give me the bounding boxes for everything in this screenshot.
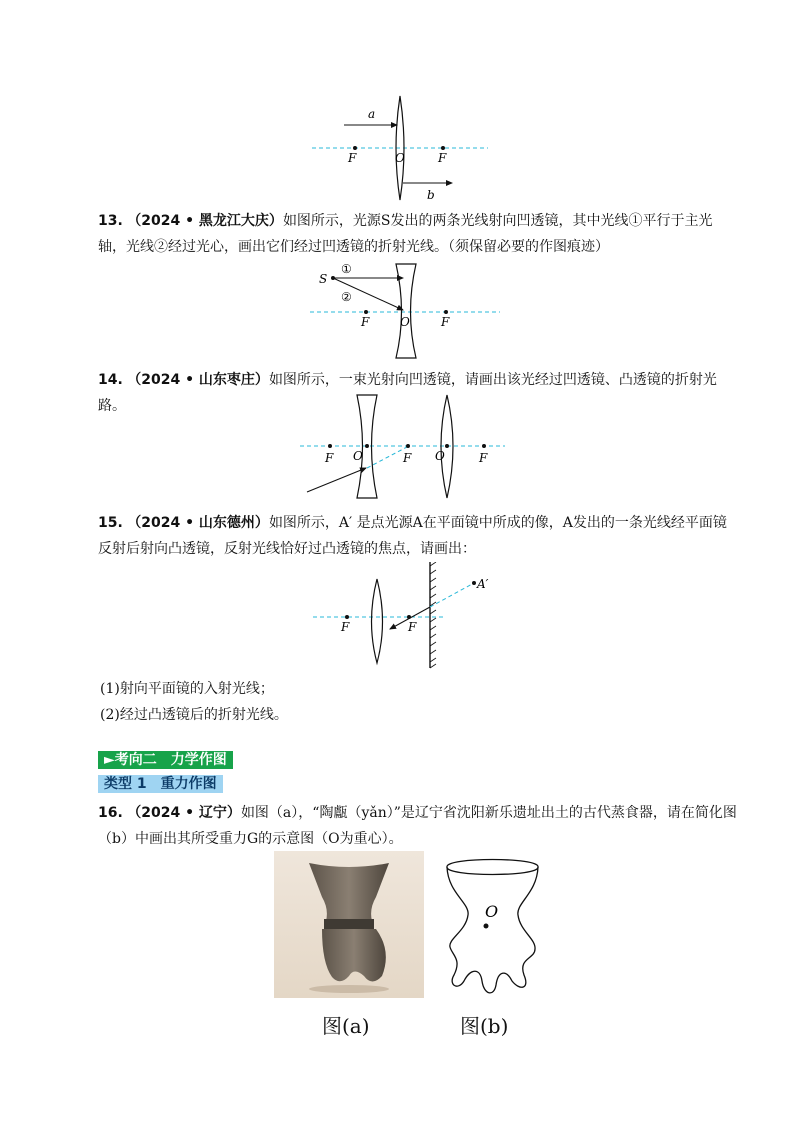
question-number: 14. — [98, 372, 123, 388]
focus-left-point — [353, 146, 357, 150]
focus-right-point — [441, 146, 445, 150]
figure-q14-lenses — [295, 390, 510, 502]
incident-ray — [307, 468, 366, 492]
label-A-prime: A′ — [477, 577, 489, 591]
outline-vessel-diagram — [440, 855, 545, 1000]
label-b: b — [427, 188, 435, 202]
label-F-right: F — [438, 151, 447, 165]
focus-2-point — [406, 444, 410, 448]
section-direction-heading: ►考向二 力学作图 — [98, 751, 233, 769]
question-16 — [98, 800, 738, 852]
q15-item-1: (1)射向平面镜的入射光线； — [100, 681, 274, 697]
label-O: O — [400, 315, 410, 329]
mirror-hatching — [430, 562, 436, 668]
label-O: O — [395, 151, 405, 165]
focus-left-point — [364, 310, 368, 314]
figure-q15-mirror-lens — [305, 562, 505, 672]
question-13 — [98, 208, 738, 260]
figure-q13-concave-lens — [305, 258, 505, 364]
center-O2-point — [445, 444, 449, 448]
question-15 — [98, 510, 738, 562]
image-A-prime-point — [472, 581, 476, 585]
question-text: 如图所示，一束光射向凹透镜，请画出该光经过凹透镜、凸透镜的折射光路。 — [98, 372, 717, 414]
label-O: O — [353, 449, 363, 463]
question-number: 16. — [98, 805, 123, 821]
focus-left-point — [345, 615, 349, 619]
label-F3: F — [479, 451, 488, 465]
label-F-right: F — [441, 315, 450, 329]
center-of-gravity-point — [484, 924, 489, 929]
label-ray2: ② — [341, 290, 352, 304]
label-F2: F — [403, 451, 412, 465]
label-F-left: F — [341, 620, 350, 634]
focus-1-point — [328, 444, 332, 448]
focus-right-point — [407, 615, 411, 619]
question-source: （2024 • 山东枣庄） — [127, 372, 269, 388]
section-type-heading: 类型 1 重力作图 — [98, 775, 223, 793]
caption-b: 图(b) — [460, 1014, 509, 1038]
question-number: 15. — [98, 515, 123, 531]
question-text: 如图（a），“陶甗（yǎn）”是辽宁省沈阳新乐遗址出土的古代蒸食器，请在简化图（b）中画出其所受重力G的示意图（O为重心）。 — [98, 805, 737, 847]
question-text: 如图所示，光源S发出的两条光线射向凹透镜，其中光线①平行于主光轴，光线②经过光心，画出它们经过凹透镜的折射光线。（须保留必要的作图痕迹） — [98, 213, 713, 255]
label-F-right: F — [408, 620, 417, 634]
label-F1: F — [325, 451, 334, 465]
question-source: （2024 • 山东德州） — [127, 515, 269, 531]
question-source: （2024 • 辽宁） — [127, 805, 241, 821]
convex-lens — [372, 579, 383, 663]
label-O2: O — [435, 449, 445, 463]
label-F-left: F — [348, 151, 357, 165]
center-O-point — [365, 444, 369, 448]
image-extension-line — [430, 583, 474, 607]
question-text: 如图所示，A′ 是点光源A在平面镜中所成的像，A发出的一条光线经平面镜反射后射向凸透镜，反射光线恰好过凸透镜的焦点，请画出： — [98, 515, 727, 557]
focus-right-point — [444, 310, 448, 314]
question-number: 13. — [98, 213, 123, 229]
label-a: a — [368, 107, 376, 121]
label-O: O — [485, 902, 499, 921]
label-F-left: F — [361, 315, 370, 329]
caption-a: 图(a) — [322, 1014, 370, 1038]
focus-3-point — [482, 444, 486, 448]
question-source: （2024 • 黑龙江大庆） — [127, 213, 283, 229]
extension-line — [367, 447, 407, 468]
label-S: S — [319, 272, 328, 286]
q15-item-2: (2)经过凸透镜后的折射光线。 — [100, 707, 288, 723]
label-ray1: ① — [341, 262, 352, 276]
figure-q12-convex-lens — [300, 88, 500, 208]
photo-tao-yan-vessel — [274, 851, 424, 998]
